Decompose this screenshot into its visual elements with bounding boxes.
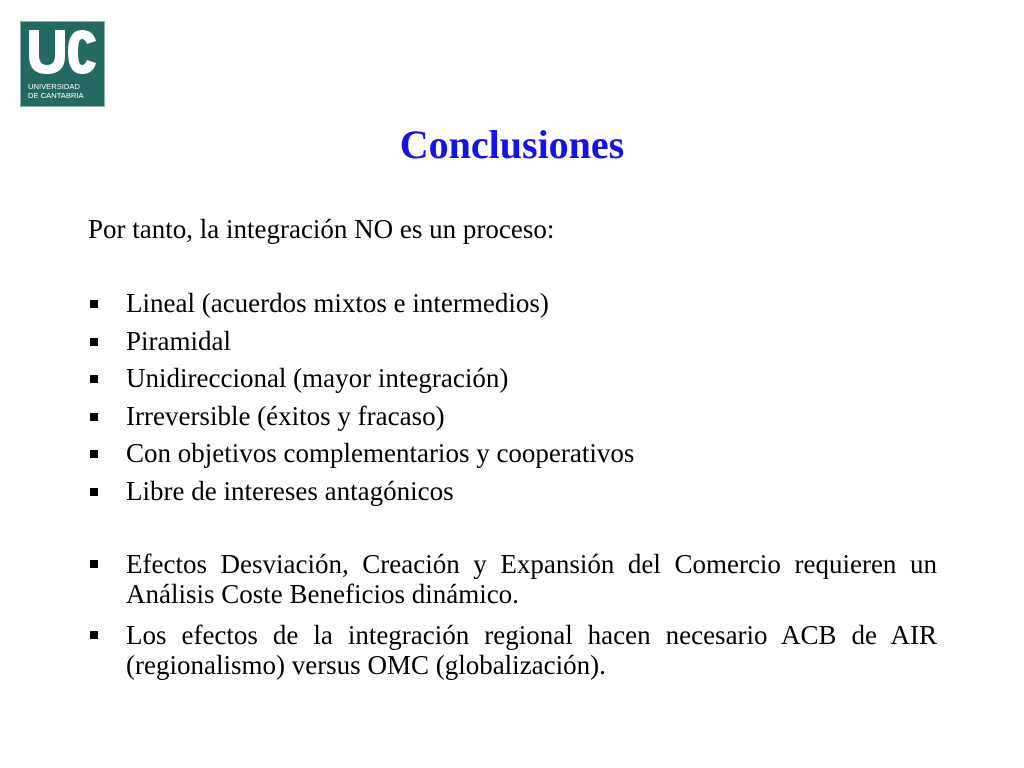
bullet-list-primary	[88, 285, 937, 511]
list-item	[88, 398, 937, 436]
list-item	[88, 435, 937, 473]
square-bullet-icon	[90, 560, 98, 568]
logo-text-line1: UNIVERSIDAD	[28, 82, 80, 91]
bullet-list-secondary	[88, 549, 937, 691]
uc-logo-icon	[21, 22, 104, 106]
list-item	[88, 549, 937, 609]
list-item	[88, 360, 937, 398]
university-logo	[20, 21, 105, 107]
logo-text-line2: DE CANTABRIA	[28, 91, 84, 100]
square-bullet-icon	[90, 300, 98, 308]
list-item	[88, 323, 937, 361]
list-item-text: Piramidal	[126, 325, 231, 356]
square-bullet-icon	[90, 375, 98, 383]
list-item-text: Los efectos de la integración regional hacen necesario ACB de AIR (regionalismo) versus OMC (globalización).	[126, 620, 937, 680]
list-item-text: Irreversible (éxitos y fracaso)	[126, 400, 445, 431]
square-bullet-icon	[90, 413, 98, 421]
square-bullet-icon	[90, 631, 98, 639]
intro-text: Por tanto, la integración NO es un proceso:	[88, 214, 555, 244]
list-item-text: Unidireccional (mayor integración)	[126, 363, 509, 394]
list-item-text: Efectos Desviación, Creación y Expansión del Comercio requieren un Análisis Coste Beneficios dinámico.	[126, 549, 937, 609]
square-bullet-icon	[90, 450, 98, 458]
list-item-text: Lineal (acuerdos mixtos e intermedios)	[126, 288, 549, 318]
slide-title: Conclusiones	[399, 122, 625, 167]
square-bullet-icon	[90, 338, 98, 346]
list-item-text: Con objetivos complementarios y cooperativos	[126, 438, 635, 469]
list-item-text: Libre de intereses antagónicos	[126, 475, 454, 506]
list-item	[88, 620, 937, 680]
square-bullet-icon	[90, 488, 98, 496]
list-item	[88, 473, 937, 511]
list-item	[88, 285, 937, 323]
